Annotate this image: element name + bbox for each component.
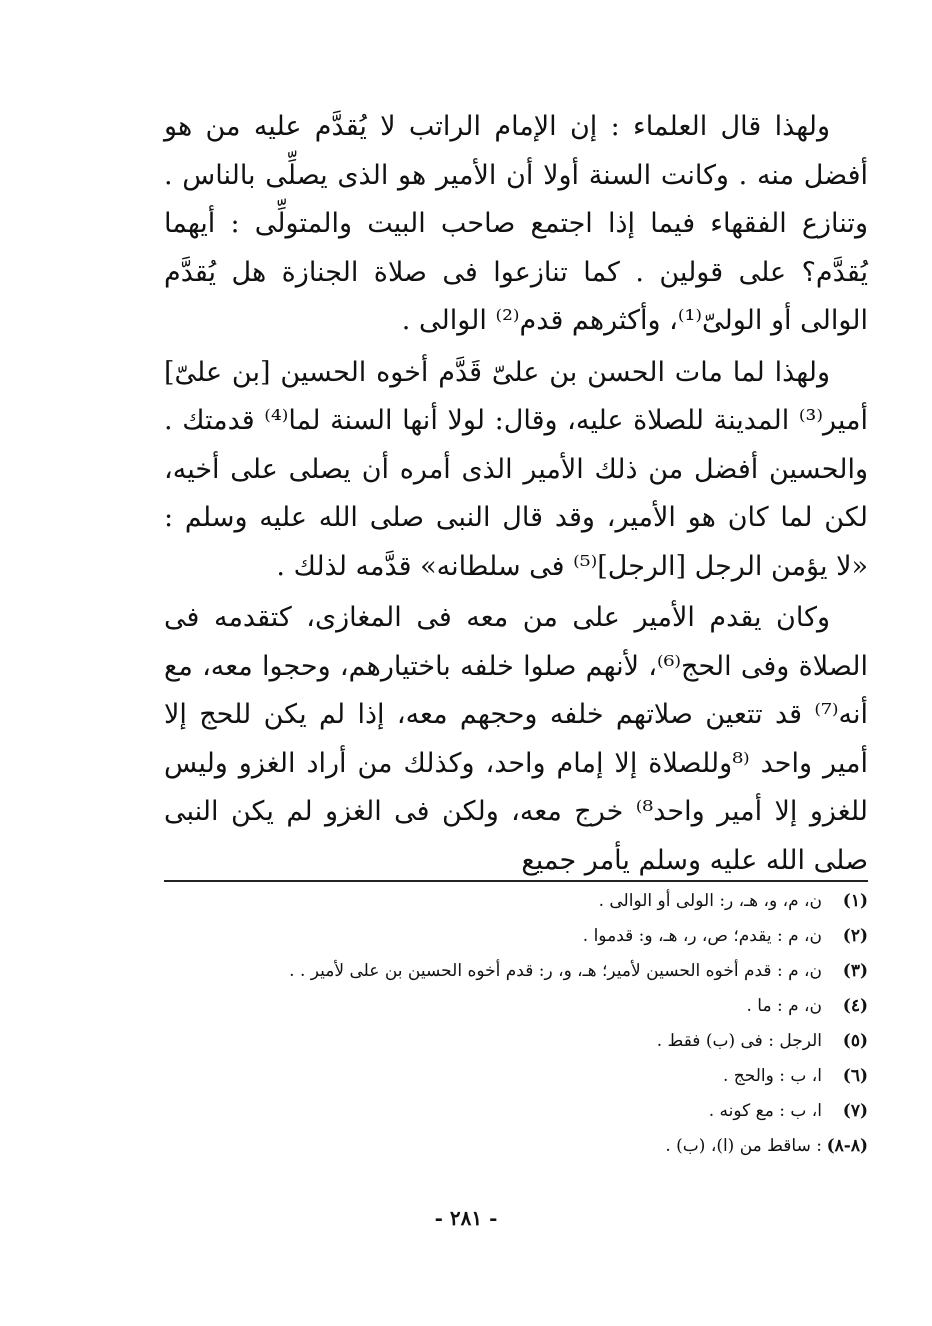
- footnote-number: (٦): [842, 1066, 868, 1086]
- footnote-text: ن، م : ما .: [746, 996, 822, 1016]
- footnote-number: (٣): [842, 961, 868, 981]
- footnote-text: ن، م، و، هـ، ر: الولى أو الوالى .: [598, 891, 822, 911]
- footnote-text: : ساقط من (ا)، (ب) .: [665, 1136, 822, 1156]
- footnote: [164, 1024, 868, 1059]
- footnote-text: ن، م : قدم أخوه الحسين لأمير؛ هـ، و، ر: قدم أخوه الحسين بن على لأمير . .: [289, 961, 822, 981]
- footnote-text: ا، ب : والحج .: [722, 1066, 822, 1086]
- footnote: [164, 1129, 868, 1164]
- footnote-number: (٧): [842, 1101, 868, 1121]
- footnote-text: الرجل : فى (ب) فقط .: [656, 1031, 822, 1051]
- footnote: [164, 919, 868, 954]
- footnote-text: ن، م : يقدم؛ ص، ر، هـ، و: قدموا .: [582, 926, 822, 946]
- paragraph: ولهذا قال العلماء : إن الإمام الراتب لا يُقدَّم عليه من هو أفضل منه . وكانت السنة أولا أن الأمير هو الذى يصلِّى بالناس . وتنازع الفقهاء فيما إذا اجتمع صاحب البيت والمتولِّى : أيهما يُقدَّم؟ على قولين . كما تنازعوا فى صلاة الجنازة هل يُقدَّم الوالى أو الولىّ⁽¹⁾، وأكثرهم قدم⁽²⁾ الوالى .: [164, 111, 868, 336]
- footnote: [164, 884, 868, 919]
- paragraph: وكان يقدم الأمير على من معه فى المغازى، كتقدمه فى الصلاة وفى الحج⁽⁶⁾، لأنهم صلوا خلفه باختيارهم، وحجوا معه، مع أنه⁽⁷⁾ قد تتعين صلاتهم خلفه وحجهم معه، إذا لم يكن للحج إلا أمير واحد ⁽⁸وللصلاة إلا إمام واحد، وكذلك من أراد الغزو وليس للغزو إلا أمير واحد⁸⁾ خرج معه، ولكن فى الغزو لم يكن النبى صلى الله عليه وسلم يأمر جميع: [164, 602, 869, 876]
- page-number: - ٢٨١ -: [434, 1206, 498, 1230]
- footnote-number: (٥): [842, 1031, 868, 1051]
- paragraph: ولهذا لما مات الحسن بن علىّ قَدَّم أخوه الحسين [بن علىّ] أمير⁽³⁾ المدينة للصلاة عليه، وقال: لولا أنها السنة لما⁽⁴⁾ قدمتك . والحسين أفضل من ذلك الأمير الذى أمره أن يصلى على أخيه، لكن لما كان هو الأمير، وقد قال النبى صلى الله عليه وسلم : «لا يؤمن الرجل [الرجل]⁽⁵⁾ فى سلطانه» قدَّمه لذلك .: [164, 356, 868, 582]
- footnote-number: (٤): [842, 996, 868, 1016]
- footnote-text: ا، ب : مع كونه .: [708, 1101, 822, 1121]
- footnote-number: (٢): [842, 926, 868, 946]
- footnote: [164, 954, 868, 989]
- footnotes: [164, 884, 868, 1164]
- footnote: [164, 1059, 868, 1094]
- main-text: [164, 103, 868, 885]
- footnote: [164, 989, 868, 1024]
- footnote: [164, 1094, 868, 1129]
- footnote-number: (١): [842, 891, 868, 911]
- footnote-number: (٨-٨): [826, 1136, 868, 1156]
- footnote-divider: [164, 880, 868, 882]
